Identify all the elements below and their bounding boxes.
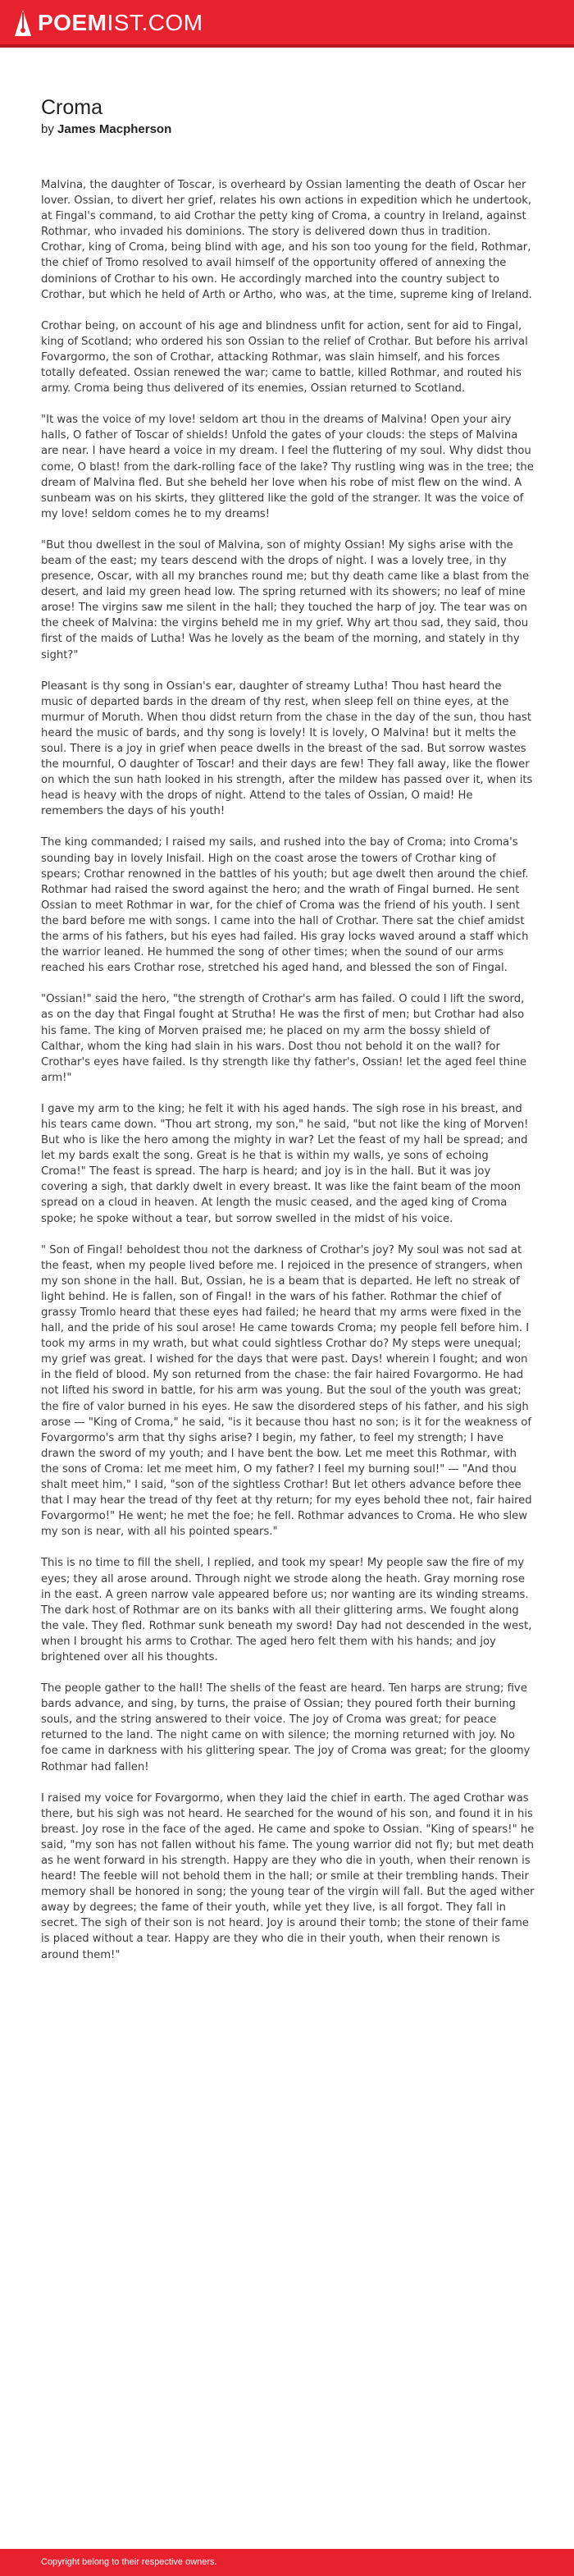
- poem-paragraph: I raised my voice for Fovargormo, when they laid the chief in earth. The aged Crothar was there, but his sigh was not heard. He searched for the wound of his son, and found it in his breast. Joy rose in the face of the aged. He came and spoke to Ossian. "King of spears!" he said, "my son has not fallen without his fame. The young warrior did not fly; but met death as he went forward in his strength. Happy are they who die in youth, when their renown is heard! The feeble will not behold them in the hall; or smile at their trembling hands. Their memory shall be honored in song; the young tear of the virgin will fall. But the aged wither away by degrees; the fame of their youth, while yet they live, is all forgot. They fall in secret. The sigh of their son is not heard. Joy is around their tomb; the stone of their fame is placed without a tear. Happy are they who die in their youth, when their renown is around them!": [41, 1791, 535, 1961]
- poem-paragraph: Malvina, the daughter of Toscar, is overheard by Ossian lamenting the death of Oscar her lover. Ossian, to divert her grief, relates his own actions in expedition which he undertook, at Fingal's command, to aid Crothar the petty king of Croma, a country in Ireland, against Rothmar, who invaded his dominions. The story is delivered down thus in tradition. Crothar, king of Croma, being blind with age, and his son too young for the field, Rothmar, the chief of Tromo resolved to avail himself of the opportunity offered of annexing the dominions of Crothar to his own. He accordingly marched into the country subject to Crothar, but which he held of Arth or Artho, who was, at the time, supreme king of Ireland.: [41, 179, 532, 301]
- poem-paragraph: This is no time to fill the shell, I replied, and took my spear! My people saw the fire of my eyes; they all arose around. Through night we strode along the heath. Gray morning rose in the east. A green narrow vale appeared before us; nor wanting are its winding streams. The dark host of Rothmar are on its banks with all their glittering arms. We fought along the vale. They fled. Rothmar sunk beneath my sword! Day had not descended in the west, when I brought his arms to Crothar. The aged hero felt them with his hands; and joy brightened over all his thoughts.: [41, 1557, 532, 1663]
- poem-paragraph: Crothar being, on account of his age and blindness unfit for action, sent for aid to Fingal, king of Scotland; who ordered his son Ossian to the relief of Crothar. But before his arrival Fovargormo, the son of Crothar, attacking Rothmar, was slain himself, and his forces totally defeated. Ossian renewed the war; came to battle, killed Rothmar, and routed his army. Croma being thus delivered of its enemies, Ossian returned to Scotland.: [41, 319, 528, 396]
- site-logo[interactable]: [15, 8, 203, 38]
- poem-paragraph: "It was the voice of my love! seldom art thou in the dreams of Malvina! Open your airy halls, O father of Toscar of shields! Unfold the gates of your clouds: the steps of Malvina are near. I have heard a voice in my dream. I feel the fluttering of my soul. Why didst thou come, O blast! from the dark-rolling face of the lake? Thy rustling wing was in the tree; the dream of Malvina fled. But she beheld her love when his robe of mist flew on the wind. A sunbeam was on his skirts, they glittered like the gold of the stranger. It was the voice of my love! seldom comes he to my dreams!: [41, 414, 534, 520]
- poem-paragraph: The people gather to the hall! The shells of the feast are heard. Ten harps are strung; five bards advance, and sing, by turns, the praise of Ossian; they poured forth their burning souls, and the string answered to their voice. The joy of Croma was great; for peace returned to the land. The night came on with silence; the morning returned with joy. No foe came in darkness with his glittering spear. The joy of Croma was great; for the gloomy Rothmar had fallen!: [41, 1682, 531, 1773]
- poem-paragraph: I gave my arm to the king; he felt it with his aged hands. The sigh rose in his breast, and his tears came down. "Thou art strong, my son," he said, "but not like the king of Morven! But who is like the hero among the mighty in war? Let the feast of my hall be spread; and let my bards exalt the song. Great is he that is within my walls, ye sons of echoing Croma!" The feast is spread. The harp is heard; and joy is in the hall. But it was joy covering a sigh, that darkly dwelt in every breast. It was like the faint beam of the moon spread on a cloud in heaven. At length the music ceased, and the aged king of Croma spoke; he spoke without a tear, but sorrow swelled in the midst of his voice.: [41, 1102, 529, 1225]
- poem-paragraph: Pleasant is thy song in Ossian's ear, daughter of streamy Lutha! Thou hast heard the music of departed bards in the dream of thy rest, when sleep fell on thine eyes, at the murmur of Moruth. When thou didst return from the chase in the day of the sun, thou hast heard the music of bards, and thy song is lovely! It is lovely, O Malvina! but it melts the soul. There is a joy in grief when peace dwells in the breast of the sad. But sorrow wastes the mournful, O daughter of Toscar! and their days are few! They fall away, like the flower on which the sun hath looked in his strength, after the mildew has passed over it, when its head is heavy with the drops of night. Attend to the tales of Ossian, O maid! He remembers the days of his youth!: [41, 679, 533, 818]
- author-link[interactable]: James Macpherson: [57, 122, 172, 136]
- site-header: [0, 0, 574, 48]
- quill-pen-icon: [15, 10, 31, 36]
- poem-title: Croma: [41, 96, 103, 119]
- poem-body: [41, 177, 535, 1963]
- logo-text-light: IST.COM: [107, 10, 203, 35]
- poem-byline: [41, 121, 535, 138]
- logo-text: [38, 8, 203, 38]
- copyright-notice: Copyright belong to their respective owners.: [41, 2557, 217, 2567]
- poem-paragraph: " Son of Fingal! beholdest thou not the darkness of Crothar's joy? My soul was not sad at the feast, when my people lived before me. I rejoiced in the presence of strangers, when my son shone in the hall. But, Ossian, he is a beam that is departed. He left no streak of light behind. He is fallen, son of Fingal! in the wars of his father. Rothmar the chief of grassy Tromlo heard that these eyes had failed; he heard that my arms were fixed in the hall, and the pride of his soul arose! He came towards Croma; my people fell before him. I took my arms in my wrath, but what could sightless Crothar do? My steps were unequal; my grief was great. I wished for the days that were past. Days! wherein I fought; and won in the field of blood. My son returned from the chase: the fair haired Fovargormo. He had not lifted his sword in battle, for his arm was young. But the soul of the youth was great; the fire of valor burned in his eyes. He saw the disordered steps of his father, and his sigh arose — "King of Croma," he said, "is it because thou hast no son; is it for the weakness of Fovargormo's arm that thy sighs arise? I begin, my father, to feel my strength; I have drawn the sword of my youth; and I have bent the bow. Let me meet this Rothmar, with the sons of Croma: let me meet him, O my father? I feel my burning soul!" — "And thou shalt meet him," I said, "son of the sightless Crothar! But let others advance before thee that I may hear the tread of thy feet at thy return; for my eyes behold thee not, fair haired Fovargormo!" He went; he met the foe; he fell. Rothmar advances to Croma. He who slew my son is near, with all his pointed spears.": [41, 1243, 532, 1539]
- site-footer: [0, 2549, 574, 2576]
- logo-text-bold: POEM: [38, 10, 107, 35]
- poem-paragraph: The king commanded; I raised my sails, and rushed into the bay of Croma; into Croma's sounding bay in lovely Inisfail. High on the coast arose the towers of Crothar king of spears; Crothar renowned in the battles of his youth; but age dwelt then around the chief. Rothmar had raised the sword against the hero; and the wrath of Fingal burned. He sent Ossian to meet Rothmar in war, for the chief of Croma was the friend of his youth. I sent the bard before me with songs. I came into the hall of Crothar. There sat the chief amidst the arms of his fathers, but his eyes had failed. His gray locks waved around a staff which the warrior leaned. He hummed the song of other times; when the sound of our arms reached his ears Crothar rose, stretched his aged hand, and blessed the son of Fingal.: [41, 836, 529, 975]
- byline-label: by: [41, 122, 54, 136]
- poem-paragraph: "Ossian!" said the hero, "the strength of Crothar's arm has failed. O could I lift the sword, as on the day that Fingal fought at Strutha! He was the first of men; but Crothar had also his fame. The king of Morven praised me; he placed on my arm the bossy shield of Calthar, whom the king had slain in his wars. Dost thou not behold it on the wall? for Crothar's eyes have failed. Is thy strength like thy father's, Ossian! let the aged feel thine arm!": [41, 993, 527, 1084]
- poem-content: [41, 95, 535, 1979]
- poem-paragraph: "But thou dwellest in the soul of Malvina, son of mighty Ossian! My sighs arise with the beam of the east; my tears descend with the drops of night. I was a lovely tree, in thy presence, Oscar, with all my branches round me; but thy death came like a blast from the desert, and laid my green head low. The spring returned with its showers; no leaf of mine arose! The virgins saw me silent in the hall; they touched the harp of joy. The tear was on the cheek of Malvina: the virgins beheld me in my grief. Why art thou sad, they said, thou first of the maids of Lutha! Was he lovely as the beam of the morning, and stately in thy sight?": [41, 538, 530, 661]
